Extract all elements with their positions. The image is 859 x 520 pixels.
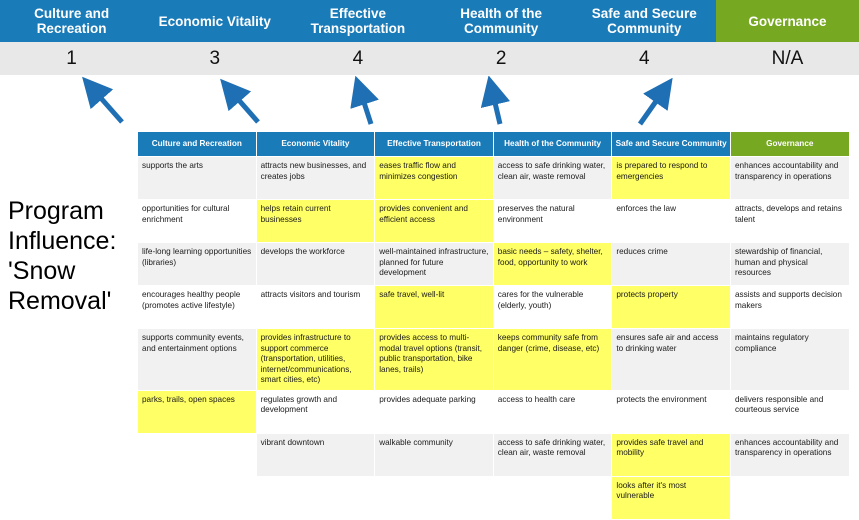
matrix-cell: keeps community safe from danger (crime, disease, etc)	[493, 329, 612, 391]
matrix-cell: opportunities for cultural enrichment	[138, 200, 257, 243]
pillar-header-economic-vitality: Economic Vitality	[143, 0, 286, 42]
arrows-svg	[0, 76, 859, 132]
pillar-score-effective-transportation: 4	[352, 47, 364, 69]
matrix-cell: stewardship of financial, human and physical resources	[730, 243, 849, 286]
matrix-cell: protects property	[612, 286, 731, 329]
arrow-health-of-the-community	[492, 90, 500, 124]
matrix-col-header-culture-and-recreation: Culture and Recreation	[138, 132, 257, 157]
matrix-cell: helps retain current businesses	[256, 200, 375, 243]
table-row	[138, 329, 850, 391]
matrix-cell: preserves the natural environment	[493, 200, 612, 243]
matrix-cell	[138, 476, 257, 519]
pillar-score-culture-and-recreation: 1	[66, 47, 77, 69]
arrow-economic-vitality	[230, 90, 258, 122]
matrix-cell: provides infrastructure to support commerce (transportation, utilities, internet/communications, smart cities, etc)	[256, 329, 375, 391]
caption-line-2: Influence:	[8, 227, 117, 255]
matrix-cell: reduces crime	[612, 243, 731, 286]
caption-line-1: Program	[8, 197, 104, 225]
arrow-safe-and-secure-community	[640, 90, 664, 124]
matrix-cell: looks after it's most vulnerable	[612, 476, 731, 519]
caption-line-3: 'Snow	[8, 257, 76, 285]
matrix-cell: maintains regulatory compliance	[730, 329, 849, 391]
matrix-cell: enhances accountability and transparency in operations	[730, 157, 849, 200]
matrix-cell	[375, 476, 494, 519]
pillar-score-health-of-the-community: 2	[495, 47, 507, 69]
pillar-header-culture-and-recreation: Culture and Recreation	[0, 0, 143, 42]
matrix-cell: basic needs – safety, shelter, food, opportunity to work	[493, 243, 612, 286]
pillar-score-safe-and-secure-community: 4	[638, 47, 650, 69]
table-row	[138, 433, 850, 476]
pillar-header-governance: Governance	[716, 0, 859, 42]
pillar-score-economic-vitality: 3	[209, 47, 221, 69]
matrix-cell: delivers responsible and courteous service	[730, 390, 849, 433]
matrix-header-row	[138, 132, 850, 157]
table-row	[138, 286, 850, 329]
matrix-cell: attracts, develops and retains talent	[730, 200, 849, 243]
matrix-cell: walkable community	[375, 433, 494, 476]
matrix-cell: access to safe drinking water, clean air, waste removal	[493, 157, 612, 200]
matrix-cell	[138, 433, 257, 476]
matrix-cell: is prepared to respond to emergencies	[612, 157, 731, 200]
matrix-cell: assists and supports decision makers	[730, 286, 849, 329]
matrix-cell: enhances accountability and transparency in operations	[730, 433, 849, 476]
matrix-cell	[730, 476, 849, 519]
table-row	[138, 243, 850, 286]
matrix-cell: access to safe drinking water, clean air, waste removal	[493, 433, 612, 476]
matrix-cell: attracts visitors and tourism	[256, 286, 375, 329]
matrix-cell: attracts new businesses, and creates jobs	[256, 157, 375, 200]
pillar-score-governance: N/A	[771, 47, 804, 69]
arrow-group	[0, 76, 859, 132]
pillar-header-band	[0, 0, 859, 42]
matrix-cell: develops the workforce	[256, 243, 375, 286]
pillar-header-safe-and-secure-community: Safe and Secure Community	[573, 0, 716, 42]
matrix-cell: eases traffic flow and minimizes congestion	[375, 157, 494, 200]
matrix-cell: well-maintained infrastructure, planned for future development	[375, 243, 494, 286]
matrix-col-header-economic-vitality: Economic Vitality	[256, 132, 375, 157]
matrix-cell: safe travel, well-lit	[375, 286, 494, 329]
table-row	[138, 157, 850, 200]
table-row	[138, 390, 850, 433]
program-influence-caption	[8, 196, 136, 316]
pillar-header-health-of-the-community: Health of the Community	[430, 0, 573, 42]
matrix-cell: provides safe travel and mobility	[612, 433, 731, 476]
matrix-cell: provides access to multi-modal travel options (transit, public transportation, bike lanes, trails)	[375, 329, 494, 391]
matrix-cell: provides adequate parking	[375, 390, 494, 433]
matrix-cell: supports the arts	[138, 157, 257, 200]
matrix-cell: encourages healthy people (promotes active lifestyle)	[138, 286, 257, 329]
matrix-cell: regulates growth and development	[256, 390, 375, 433]
table-row	[138, 476, 850, 519]
matrix-cell: protects the environment	[612, 390, 731, 433]
pillar-matrix-table	[137, 131, 850, 520]
matrix-cell: access to health care	[493, 390, 612, 433]
matrix-cell: ensures safe air and access to drinking water	[612, 329, 731, 391]
pillar-header-effective-transportation: Effective Transportation	[286, 0, 429, 42]
matrix-cell	[256, 476, 375, 519]
arrow-effective-transportation	[360, 90, 371, 124]
matrix-cell: vibrant downtown	[256, 433, 375, 476]
matrix-cell	[493, 476, 612, 519]
matrix-cell: supports community events, and entertainment options	[138, 329, 257, 391]
matrix-col-header-effective-transportation: Effective Transportation	[375, 132, 494, 157]
caption-line-4: Removal'	[8, 287, 112, 315]
matrix-col-header-governance: Governance	[730, 132, 849, 157]
arrow-culture-and-recreation	[92, 88, 122, 122]
matrix-cell: life-long learning opportunities (libraries)	[138, 243, 257, 286]
matrix-col-header-health-of-the-community: Health of the Community	[493, 132, 612, 157]
matrix-cell: parks, trails, open spaces	[138, 390, 257, 433]
table-row	[138, 200, 850, 243]
matrix-cell: cares for the vulnerable (elderly, youth)	[493, 286, 612, 329]
matrix-cell: enforces the law	[612, 200, 731, 243]
pillar-score-band	[0, 42, 859, 78]
matrix-col-header-safe-and-secure-community: Safe and Secure Community	[612, 132, 731, 157]
matrix-cell: provides convenient and efficient access	[375, 200, 494, 243]
